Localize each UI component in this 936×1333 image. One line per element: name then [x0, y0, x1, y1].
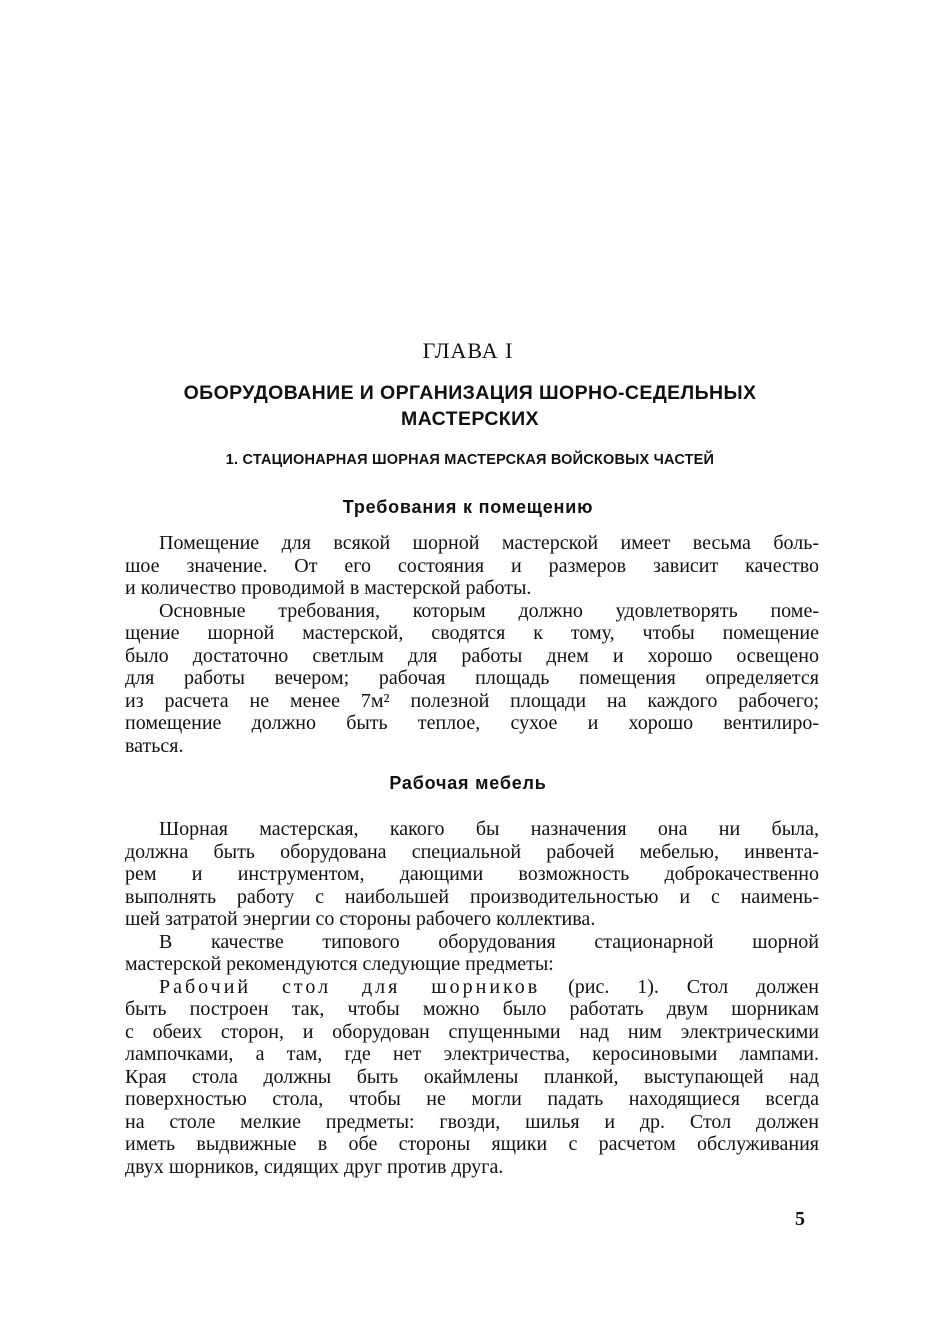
text-line: Основные требования, которым должно удовлетворять поме-	[159, 599, 819, 622]
text-line: выполнять работу с наибольшей производительностью и с наимень-	[125, 885, 819, 908]
text-line: помещение должно быть теплое, сухое и хорошо вентилиро-	[125, 712, 819, 734]
text-line: В качестве типового оборудования стационарной шорной	[159, 930, 819, 953]
paragraph-block	[125, 818, 819, 1178]
chapter-title-line: МАСТЕРСКИХ	[401, 408, 539, 430]
text-line: для работы вечером; рабочая площадь помещения определяется	[125, 667, 819, 689]
chapter-title-line: ОБОРУДОВАНИЕ И ОРГАНИЗАЦИЯ ШОРНО-СЕДЕЛЬНЫХ	[183, 382, 757, 404]
text-line: на столе мелкие предметы: гвозди, шилья и др. Стол должен	[125, 1110, 819, 1133]
text-line: быть построен так, чтобы можно было работать двум шорникам	[125, 998, 819, 1020]
text-line: мастерской рекомендуются следующие предметы:	[125, 953, 554, 975]
page-number: 5	[795, 1208, 805, 1230]
text-line: шей затратой энергии со стороны рабочего коллектива.	[125, 908, 596, 930]
text-line: Шорная мастерская, какого бы назначения она ни была,	[159, 818, 819, 840]
section-title: 1. СТАЦИОНАРНАЯ ШОРНАЯ МАСТЕРСКАЯ ВОЙСКОВЫХ ЧАСТЕЙ	[225, 452, 715, 468]
text-line: Края стола должны быть окаймлены планкой, выступающей над	[125, 1065, 819, 1088]
text-line: двух шорников, сидящих друг против друга.	[125, 1155, 504, 1178]
text-line: из расчета не менее 7м² полезной площади на каждого рабочего;	[125, 689, 819, 712]
figure-reference: (рис. 1). Стол должен	[568, 975, 820, 998]
text-line: лампочками, а там, где нет электричества, керосиновыми лампами.	[125, 1043, 819, 1065]
chapter-title	[120, 380, 820, 432]
text-line: щение шорной мастерской, сводятся к тому, чтобы помещение	[125, 622, 819, 644]
subsection-heading: Требования к помещению	[342, 497, 594, 517]
chapter-label: ГЛАВА I	[422, 338, 514, 363]
text-line: поверхностью стола, чтобы не могли падать находящиеся всегда	[125, 1088, 819, 1110]
text-line: рем и инструментом, дающими возможность доброкачественно	[125, 863, 819, 885]
spaced-term: Рабочий стол для шорников	[159, 975, 541, 998]
text-line: было достаточно светлым для работы днем и хорошо освещено	[125, 644, 819, 667]
text-line: шое значение. От его состояния и размеров зависит качество	[125, 554, 819, 577]
text-line: и количество проводимой в мастерской работы.	[125, 577, 532, 599]
text-line	[125, 976, 819, 999]
paragraph-block	[125, 532, 819, 757]
text-line: должна быть оборудована специальной рабочей мебелью, инвента-	[125, 840, 819, 863]
text-line: иметь выдвижные в обе стороны ящики с расчетом обслуживания	[125, 1133, 819, 1155]
text-line: ваться.	[125, 734, 184, 757]
text-line: Помещение для всякой шорной мастерской имеет весьма боль-	[159, 532, 819, 554]
text-line: с обеих сторон, и оборудован спущенными над ним электрическими	[125, 1020, 819, 1043]
subsection-heading: Рабочая мебель	[389, 773, 547, 793]
